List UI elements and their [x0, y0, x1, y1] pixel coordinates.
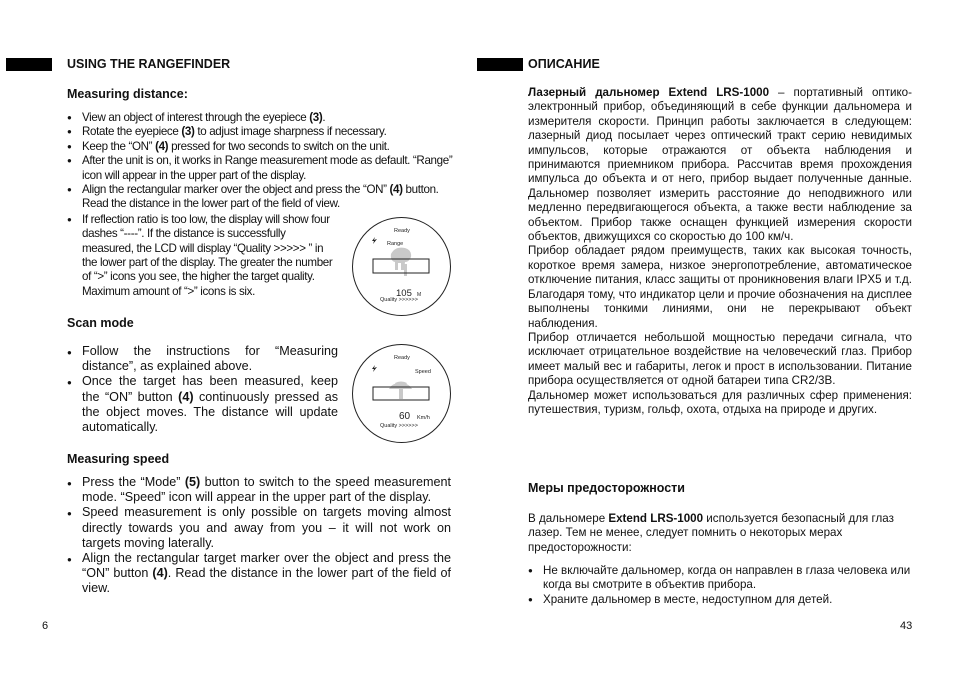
- measuring-speed-list: [67, 475, 451, 597]
- speed-reading: 60: [399, 411, 411, 422]
- list-item: ● Keep the “ON” (4) pressed for two seconds to switch on the unit.: [67, 140, 453, 154]
- list-item: ● Align the rectangular marker over the object and press the “ON” (4) button. Read the distance in the lower part of the field of view.: [67, 183, 453, 212]
- unit-label: M: [417, 292, 422, 298]
- list-item: ● Храните дальномер в месте, недоступном для детей.: [528, 593, 914, 607]
- quality-indicator: Quality >>>>>>: [380, 297, 418, 303]
- lcd-display-range: [351, 216, 452, 317]
- list-item: ● Не включайте дальномер, когда он направлен в глаза человека или когда вы смотрите в объектив прибора.: [528, 564, 914, 593]
- list-item: ● View an object of interest through the eyepiece (3).: [67, 111, 453, 125]
- precautions-list: [528, 564, 914, 607]
- quality-indicator: Quality >>>>>>: [380, 423, 418, 429]
- distance-reading: 105: [396, 288, 412, 299]
- list-item: ● Once the target has been measured, keep the “ON” button (4) continuously pressed as the object moves. The distance will update automatically.: [67, 374, 338, 435]
- list-item: ● Speed measurement is only possible on targets moving almost directly towards you and away from you – it will not work on targets moving laterally.: [67, 505, 451, 551]
- list-item: ● Follow the instructions for “Measuring distance”, as explained above.: [67, 344, 338, 374]
- page-number-left: 6: [42, 620, 49, 632]
- heading-measuring-distance: Measuring distance:: [67, 87, 188, 101]
- paragraph: Прибор обладает рядом преимуществ, таких как высокая точность, короткое время замера, низкое энергопотребление, автоматическое отключение питания, класс защиты от проникновения влаги IPX5 и т.д. Благодаря тому, что индикатор цели и прочие обозначения на дисплее выполнены тонкими линиями, они не перекрывают объект наблюдения.: [528, 244, 912, 330]
- ready-label: Ready: [394, 355, 410, 361]
- precautions-intro: В дальномере Extend LRS-1000 используется безопасный для глаз лазер. Тем не менее, следует помнить о некоторых мерах предосторожности:: [528, 512, 894, 554]
- mode-label: Range: [387, 241, 404, 247]
- lcd-display-speed: [351, 343, 452, 444]
- paragraph: Лазерный дальномер Extend LRS-1000 – портативный оптико-электронный прибор, объединяющий в себе функции дальномера и измерителя скорости. Принцип работы заключается в следующем: лазерный диод посылает через оптический тракт серию невидимых импульсов, которые отражаются от объекта наблюдения и принимаются приемником прибора. Рассчитав время прохождения импульса до объекта и от него, прибор выдает полученные данные. Дальномер позволяет измерить расстояние до неподвижного или медленно передвигающегося объекта, а также вести наблюдение за объектом. Прибор также оснащен функцией измерения скорости объектов, движущихся со скоростью до 100 км/ч.: [528, 86, 912, 244]
- section-tab-marker: [6, 58, 52, 71]
- section-tab-marker: [477, 58, 523, 71]
- scan-mode-list: [67, 344, 338, 435]
- unit-label: Km/h: [417, 415, 430, 421]
- heading-precautions: Меры предосторожности: [528, 481, 685, 495]
- list-item: ● Press the “Mode” (5) button to switch to the speed measurement mode. “Speed” icon will appear in the upper part of the display.: [67, 475, 451, 505]
- mode-label: Speed: [415, 369, 431, 375]
- ready-label: Ready: [394, 228, 410, 234]
- description-body: [528, 86, 912, 417]
- list-item: ● Align the rectangular target marker over the object and press the “ON” button (4). Read the distance in the lower part of the field of view.: [67, 551, 451, 597]
- paragraph: Дальномер может использоваться для различных сфер применения: путешествия, туризм, гольф, охота, отдыха на природе и других.: [528, 388, 912, 416]
- section-title-using-rangefinder: USING THE RANGEFINDER: [67, 57, 231, 71]
- section-title-description: ОПИСАНИЕ: [528, 57, 600, 71]
- heading-measuring-speed: Measuring speed: [67, 452, 170, 466]
- heading-scan-mode: Scan mode: [67, 316, 134, 330]
- list-item: ● After the unit is on, it works in Range measurement mode as default. “Range” icon will appear in the upper part of the display.: [67, 154, 453, 183]
- list-item: ● Rotate the eyepiece (3) to adjust image sharpness if necessary.: [67, 125, 453, 139]
- page-number-right: 43: [900, 620, 913, 632]
- paragraph: Прибор отличается небольшой мощностью передачи сигнала, что исключает отрицательное воздействие на человеческий глаз. Прибор имеет малый вес и габариты, легок и прост в использовании. Питание прибора осуществляется от одной батареи типа CR2/3В.: [528, 330, 912, 388]
- list-item: ● If reflection ratio is too low, the display will show four dashes “----”. If the distance is successfully measured, the LCD will display “Quality >>>>> ” in the lower part of the display. The greater the number of “>” icons you see, the higher the target quality. Maximum amount of “>” icons is six.: [67, 213, 338, 299]
